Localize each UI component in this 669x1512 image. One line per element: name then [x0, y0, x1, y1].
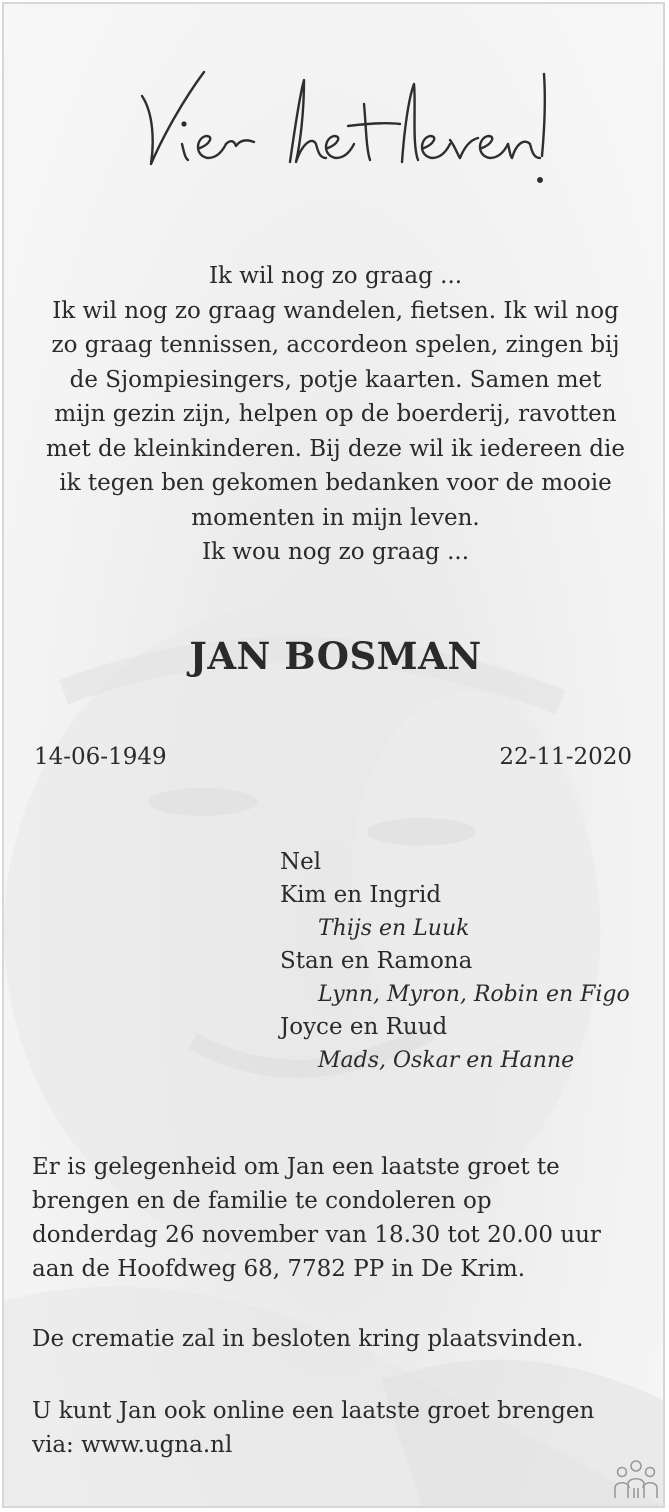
info-line: Er is gelegenheid om Jan een laatste groet te — [32, 1154, 560, 1180]
family-partner: Nel — [280, 849, 322, 875]
family-child: Joyce en Ruud — [280, 1014, 448, 1040]
poem-line: Ik wou nog zo graag ... — [201, 539, 470, 565]
family-grandchildren: Mads, Oskar en Hanne — [318, 1048, 575, 1073]
info-line: brengen en de familie te condoleren op — [32, 1188, 492, 1214]
online-info — [32, 1394, 652, 1462]
info-line: via: www.ugna.nl — [32, 1432, 233, 1458]
poem-line: Ik wil nog zo graag wandelen, fietsen. Ik wil nog — [52, 297, 619, 324]
poem-line: de Sjompiesingers, potje kaarten. Samen met — [69, 366, 602, 393]
obituary-card — [2, 2, 665, 1508]
birth-date: 14-06-1949 — [34, 744, 167, 770]
death-date: 22-11-2020 — [499, 744, 632, 770]
poem-line: momenten in mijn leven. — [191, 504, 480, 531]
condolence-info — [32, 1150, 652, 1286]
poem-line: mijn gezin zijn, helpen op de boerderij, ravotten — [54, 401, 617, 427]
info-line: U kunt Jan ook online een laatste groet brengen — [32, 1398, 595, 1424]
info-line: donderdag 26 november van 18.30 tot 20.00 uur — [32, 1222, 601, 1248]
people-group-icon — [612, 1458, 660, 1502]
family-grandchildren: Lynn, Myron, Robin en Figo — [318, 982, 630, 1007]
deceased-name: JAN BOSMAN — [189, 634, 482, 678]
info-line: aan de Hoofdweg 68, 7782 PP in De Krim. — [32, 1256, 526, 1282]
cremation-info: De crematie zal in besloten kring plaatsvinden. — [32, 1326, 584, 1352]
poem — [24, 259, 647, 570]
poem-line: Ik wil nog zo graag ... — [208, 263, 463, 289]
family-grandchildren: Thijs en Luuk — [318, 916, 470, 941]
family-child: Kim en Ingrid — [280, 882, 442, 908]
poem-line: met de kleinkinderen. Bij deze wil ik iedereen die — [46, 435, 625, 462]
script-title — [4, 44, 665, 184]
poem-line: zo graag tennissen, accordeon spelen, zingen bij — [51, 332, 620, 358]
family-list — [280, 846, 660, 1077]
poem-line: ik tegen ben gekomen bedanken voor de mooie — [59, 470, 612, 496]
family-child: Stan en Ramona — [280, 948, 473, 974]
